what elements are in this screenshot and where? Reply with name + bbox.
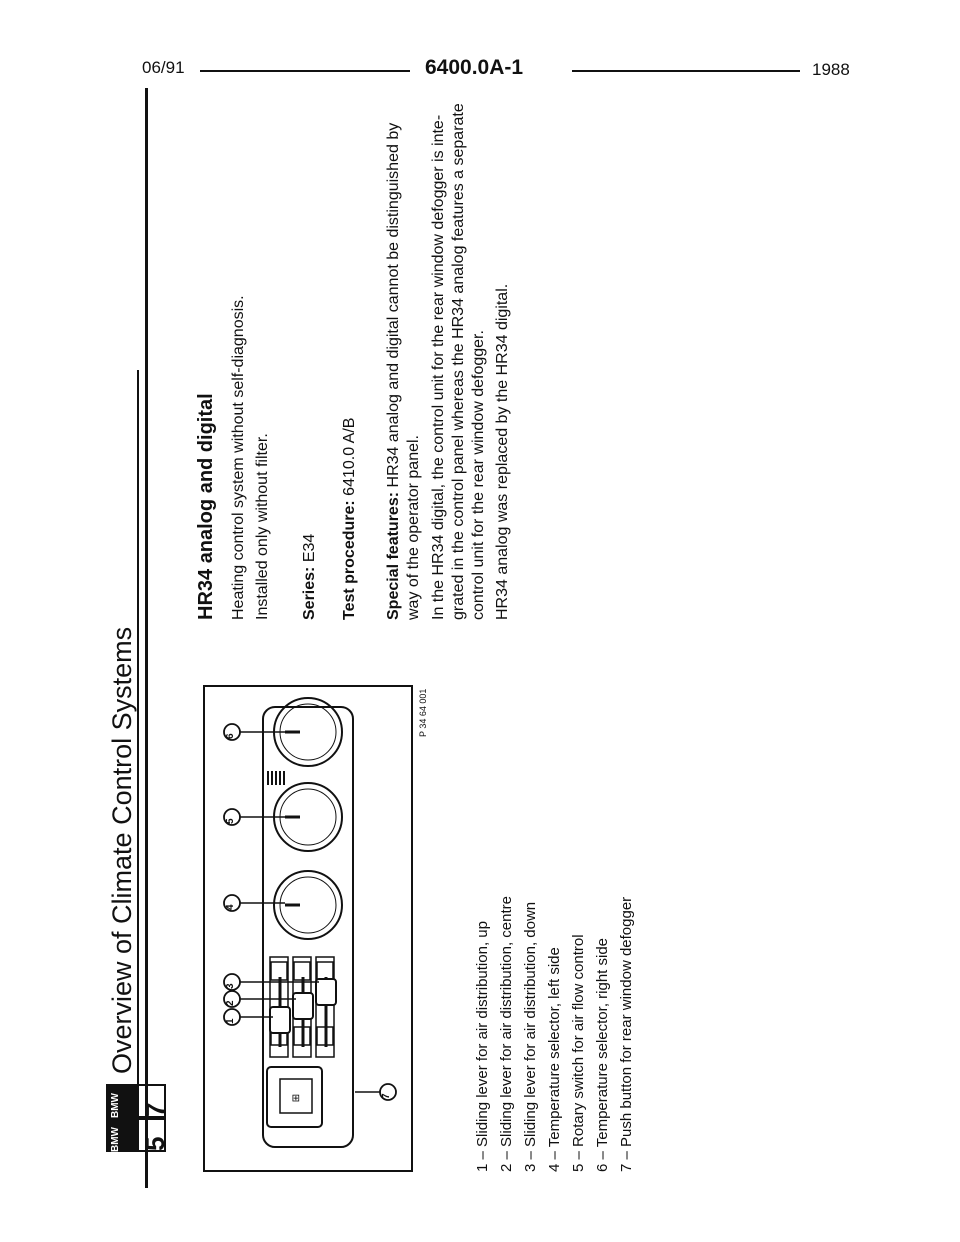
test-procedure-label: Test procedure:	[341, 500, 358, 620]
legend-item-5: 5 – Rotary switch for air flow control	[570, 934, 587, 1172]
issue-date: 06/91	[142, 58, 185, 77]
paragraph-line-3: control unit for the rear window defogger.	[470, 330, 487, 620]
legend-item-3: 3 – Sliding lever for air distribution, down	[522, 901, 539, 1172]
callout-6: 6	[225, 733, 236, 739]
svg-text:⊞: ⊞	[291, 1093, 302, 1103]
legend-item-1: 1 – Sliding lever for air distribution, up	[474, 921, 491, 1172]
callout-1: 1	[225, 1018, 236, 1024]
model-year: 1988	[812, 60, 850, 79]
series-line	[301, 534, 319, 620]
special-features-text: HR34 analog and digital cannot be distinguished by	[385, 122, 402, 488]
section-title: Overview of Climate Control Systems	[107, 626, 137, 1074]
paragraph-line-4: HR34 analog was replaced by the HR34 digital.	[494, 283, 511, 620]
bmw-5-badge: BMW 5	[106, 1118, 166, 1152]
paragraph-line-1: In the HR34 digital, the control unit for the rear window defogger is inte-	[430, 114, 447, 620]
callout-2: 2	[225, 1000, 236, 1006]
legend-item-7: 7 – Push button for rear window defogger	[618, 896, 635, 1172]
content-title: HR34 analog and digital	[195, 393, 217, 620]
margin-rule	[145, 88, 148, 1188]
special-features-line-2: way of the operator panel.	[405, 434, 422, 620]
callout-5: 5	[225, 818, 236, 824]
series-value: E34	[301, 533, 318, 563]
test-procedure-line	[341, 418, 359, 620]
legend-item-6: 6 – Temperature selector, right side	[594, 937, 611, 1172]
document-code: 6400.0A-1	[425, 56, 524, 79]
figure-reference: P 34 64 001	[418, 688, 428, 737]
callout-3: 3	[225, 983, 236, 989]
description-line-1: Heating control system without self-diagnosis.	[230, 295, 247, 620]
callout-4: 4	[225, 904, 236, 910]
special-features-line-1	[385, 123, 403, 620]
header-rule-right	[572, 70, 800, 72]
paragraph-line-2: grated in the control panel whereas the HR34 analog features a separate	[450, 103, 467, 620]
callout-7: 7	[381, 1093, 392, 1099]
series-label: Series:	[301, 566, 318, 620]
legend-item-2: 2 – Sliding lever for air distribution, centre	[498, 896, 515, 1172]
control-panel-figure	[203, 685, 413, 1172]
bmw-7-badge: BMW 7	[106, 1084, 166, 1118]
header-rule-left	[200, 70, 410, 72]
legend-item-4: 4 – Temperature selector, left side	[546, 947, 563, 1172]
test-procedure-value: 6410.0 A/B	[341, 417, 358, 496]
section-title-rule	[137, 370, 139, 1150]
special-features-label: Special features:	[385, 491, 402, 620]
description-line-2: Installed only without filter.	[254, 433, 271, 620]
